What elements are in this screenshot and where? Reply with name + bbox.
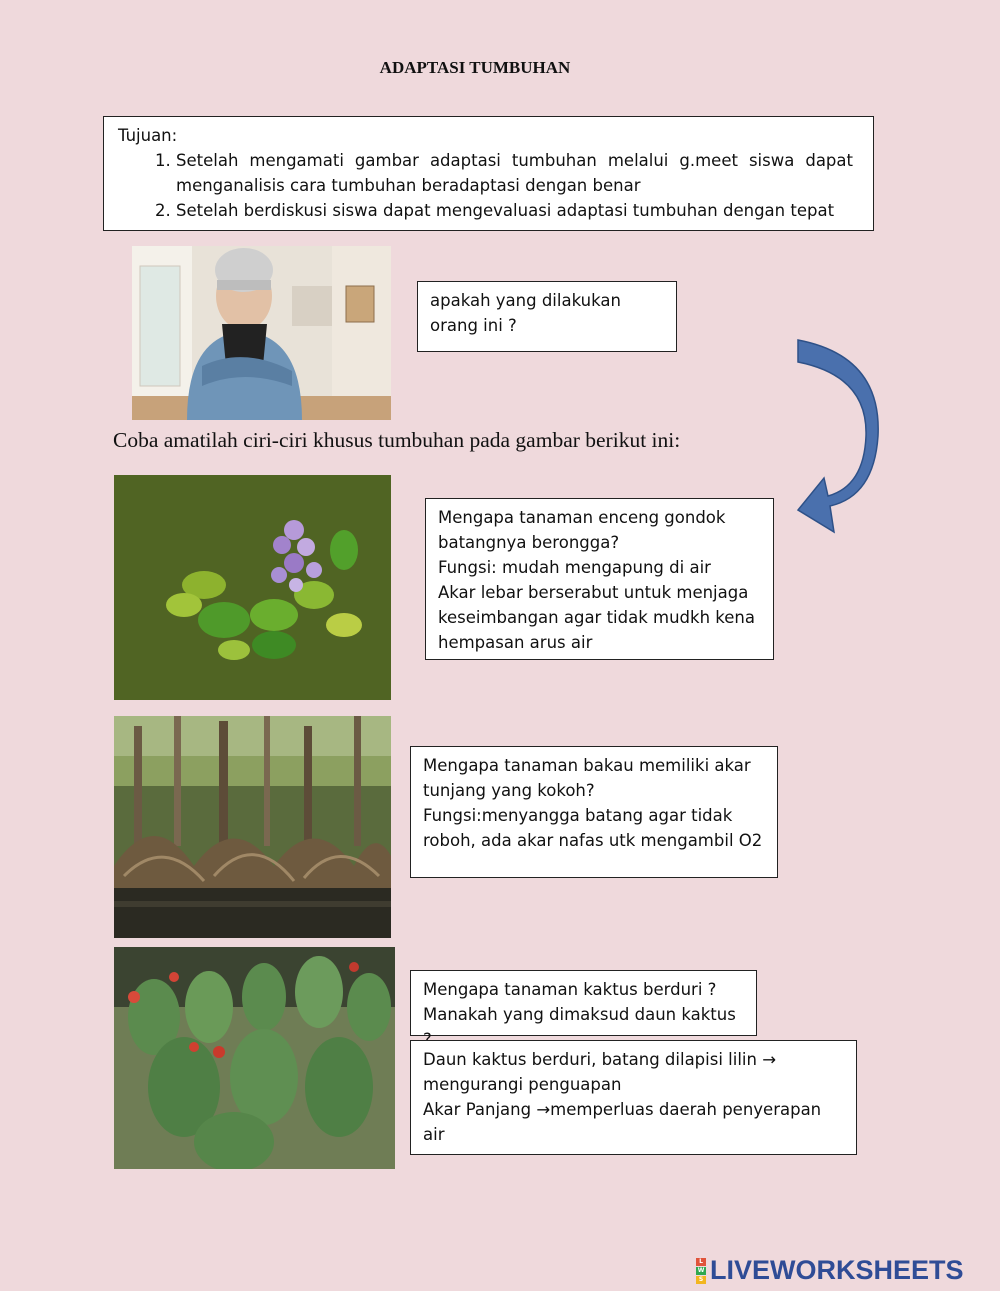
hyacinth-line: Fungsi: mudah mengapung di air	[438, 558, 711, 577]
cactus-answer-line: Daun kaktus berduri, batang dilapisi lilin →	[423, 1050, 777, 1069]
logo-letter: W	[697, 1266, 705, 1274]
instruction-text: Coba amatilah ciri-ciri khusus tumbuhan pada gambar berikut ini:	[113, 428, 681, 452]
mangrove-photo	[114, 716, 391, 938]
cold-person-photo	[132, 246, 391, 420]
liveworksheets-logo	[696, 1255, 964, 1286]
cactus-photo	[114, 947, 395, 1169]
mangrove-line: tunjang yang kokoh?	[423, 781, 595, 800]
mangrove-text-box	[410, 746, 778, 878]
curved-arrow-icon	[794, 336, 884, 536]
goals-box	[103, 116, 874, 231]
hyacinth-line: Akar lebar berserabut untuk menjaga	[438, 583, 749, 602]
goal-item: 2. Setelah berdiskusi siswa dapat mengevaluasi adaptasi tumbuhan dengan tepat	[176, 198, 853, 223]
goals-heading: Tujuan:	[118, 126, 178, 145]
logo-blocks-icon	[696, 1258, 706, 1284]
goal-item: 1. Setelah mengamati gambar adaptasi tumbuhan melalui g.meet siswa dapat menganalisis cara tumbuhan beradaptasi dengan benar	[176, 148, 853, 198]
goals-list	[118, 148, 853, 223]
cactus-question-box	[410, 970, 757, 1036]
cactus-answer-line: Akar Panjang →memperluas daerah penyerapan air	[423, 1100, 822, 1144]
hyacinth-line: keseimbangan agar tidak mudkh kena	[438, 608, 755, 627]
logo-letter: L	[696, 1258, 706, 1266]
hyacinth-line: Mengapa tanaman enceng gondok	[438, 508, 726, 527]
cactus-question-line: Mengapa tanaman kaktus berduri ?	[423, 980, 717, 999]
worksheet-title: ADAPTASI TUMBUHAN	[379, 58, 571, 77]
mangrove-line: Fungsi:menyangga batang agar tidak	[423, 806, 733, 825]
hyacinth-line: batangnya berongga?	[438, 533, 620, 552]
cactus-answer-line: mengurangi penguapan	[423, 1075, 622, 1094]
logo-letter: S	[696, 1276, 706, 1284]
brand-name: LIVEWORKSHEETS	[710, 1255, 964, 1285]
mangrove-line: Mengapa tanaman bakau memiliki akar	[423, 756, 751, 775]
intro-question-text: apakah yang dilakukan orang ini ?	[430, 291, 621, 335]
intro-question-box	[417, 281, 677, 352]
water-hyacinth-photo	[114, 475, 391, 700]
hyacinth-line: hempasan arus air	[438, 633, 593, 652]
cactus-question-line: Manakah yang dimaksud daun kaktus	[423, 1005, 736, 1024]
mangrove-line: roboh, ada akar nafas utk mengambil O2	[423, 831, 763, 850]
cactus-answer-box	[410, 1040, 857, 1155]
hyacinth-text-box	[425, 498, 774, 660]
